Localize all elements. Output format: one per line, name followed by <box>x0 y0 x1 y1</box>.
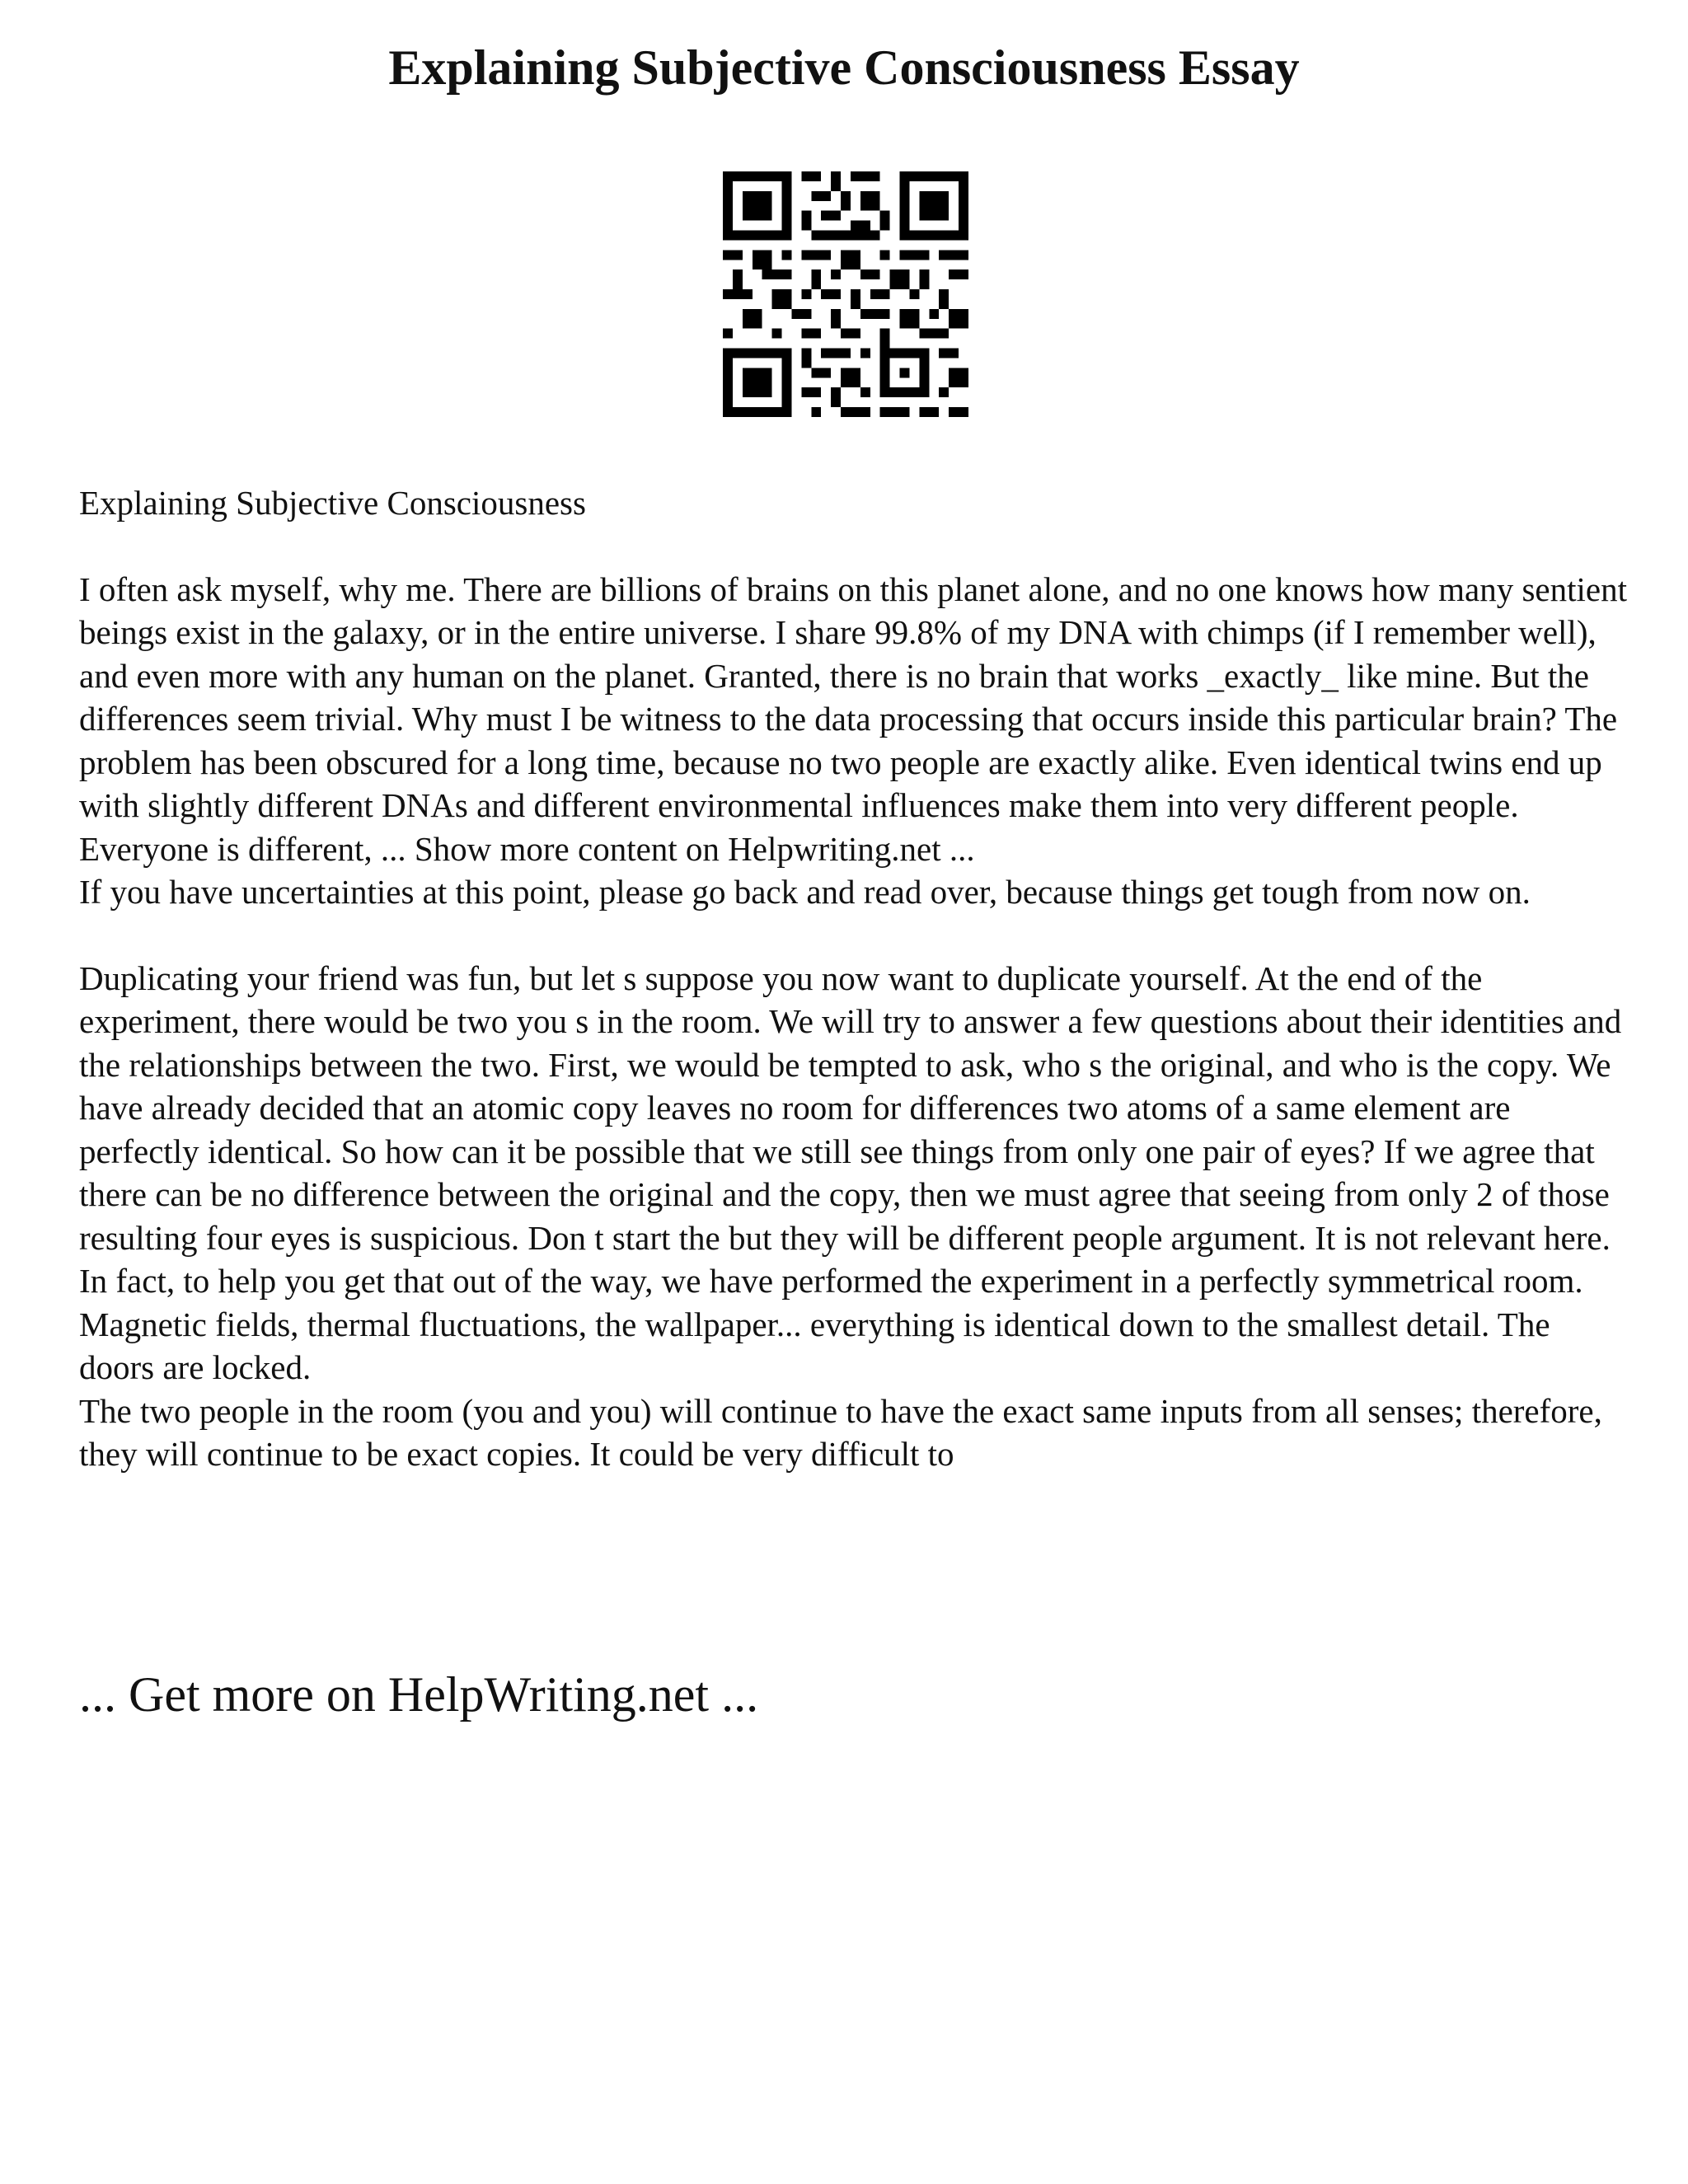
essay-subheading: Explaining Subjective Consciousness <box>79 484 586 522</box>
essay-body <box>79 481 1629 1476</box>
essay-paragraph: I often ask myself, why me. There are billions of brains on this planet alone, and no one knows how many sentient beings exist in the galaxy, or in the entire universe. I share 99.8% of my DNA with chimps (if I remember well), and even more with any human on the planet. Granted, there is no brain that works _exactly_ like mine. But the differences seem trivial. Why must I be witness to the data processing that occurs inside this particular brain? The problem has been obscured for a long time, because no two people are exactly alike. Even identical twins end up with slightly different DNAs and different environmental influences make them into very different people. <box>79 569 1627 824</box>
get-more-link[interactable]: ... Get more on HelpWriting.net ... <box>79 1667 759 1722</box>
paragraph-gap <box>79 914 1629 957</box>
essay-paragraph: The two people in the room (you and you) will continue to have the exact same inputs from all senses; therefore, they will continue to be exact copies. It could be very difficult to <box>79 1391 1602 1473</box>
show-more-content-link[interactable]: Everyone is different, ... Show more content on Helpwriting.net ... <box>79 829 975 868</box>
essay-paragraph: If you have uncertainties at this point, please go back and read over, because things get tough from now on. <box>79 873 1531 911</box>
essay-paragraph: Duplicating your friend was fun, but let s suppose you now want to duplicate yourself. At the end of the experiment, there would be two you s in the room. We will try to answer a few questions about their identities and the relationships between the two. First, we would be tempted to ask, who s the original, and who is the copy. We have already decided that an atomic copy leaves no room for differences two atoms of a same element are perfectly identical. So how can it be possible that we still see things from only one pair of eyes? If we agree that there can be no difference between the original and the copy, then we must agree that seeing from only 2 of those resulting four eyes is suspicious. Don t start the but they will be different people argument. It is not relevant here. In fact, to help you get that out of the way, we have performed the experiment in a perfectly symmetrical room. Magnetic fields, thermal fluctuations, the wallpaper... everything is identical down to the smallest detail. The doors are locked. <box>79 958 1622 1386</box>
page-title: Explaining Subjective Consciousness Essay <box>388 40 1300 95</box>
qr-code-icon <box>723 171 968 417</box>
paragraph-gap <box>79 525 1629 568</box>
